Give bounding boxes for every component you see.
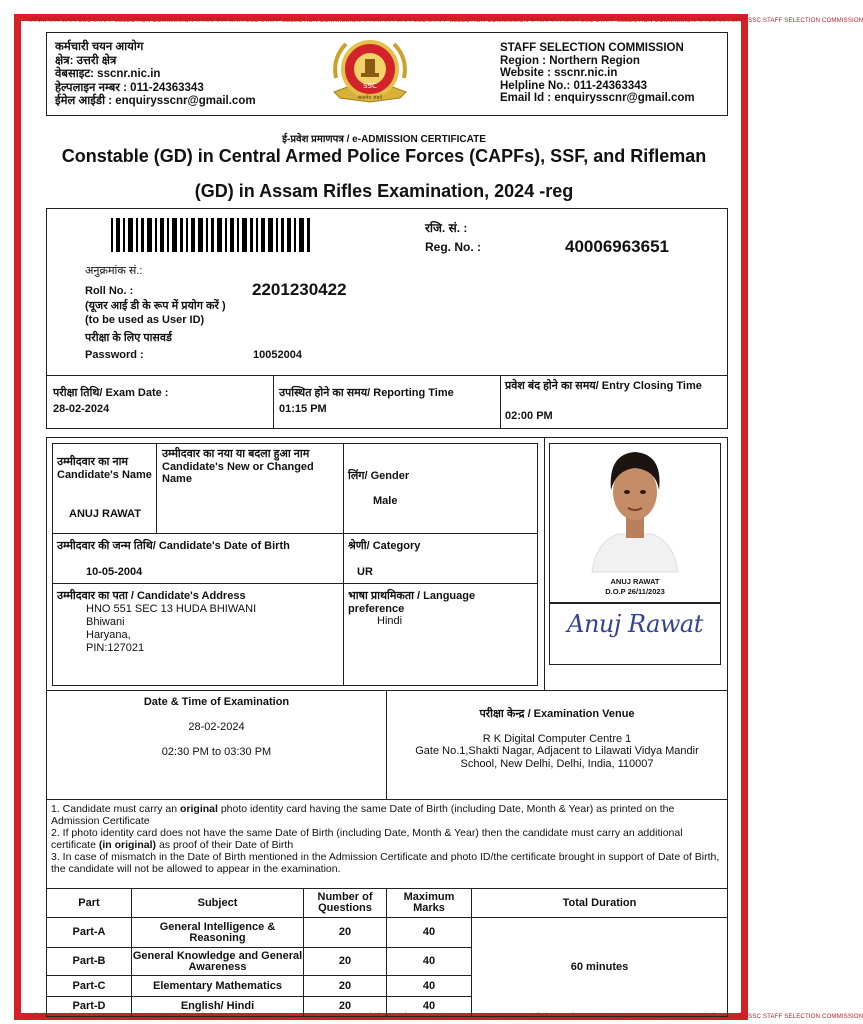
barcode xyxy=(111,218,349,252)
org-hindi-helpline: हेल्पलाइन नम्बर : 011-24363343 xyxy=(55,81,204,94)
org-email: Email Id : enquirysscnr@gmail.com xyxy=(500,92,695,104)
header-marks: Maximum Marks xyxy=(387,889,472,918)
header-part: Part xyxy=(47,889,132,918)
password-value: 10052004 xyxy=(253,349,302,361)
exam-date-label: परीक्षा तिथि/ Exam Date : xyxy=(53,387,169,399)
user-id-note-hindi: (यूजर आई डी के रूप में प्रयोग करें ) xyxy=(85,300,226,312)
exam-date-value: 28-02-2024 xyxy=(188,721,245,733)
emblem-text: SSC xyxy=(363,82,377,90)
password-label: Password : xyxy=(85,349,144,361)
instruction-item: 1. Candidate must carry an original photo identity card having the same Date of Birth (including Date, Month & Year) as printed on the Admission Certificate xyxy=(51,803,675,827)
new-name-label xyxy=(162,448,340,486)
entry-closing-label: प्रवेश बंद होने का समय/ Entry Closing Time xyxy=(505,380,702,392)
address-label: उम्मीदवार का पता / Candidate's Address xyxy=(57,590,246,602)
total-duration-cell: 60 minutes xyxy=(472,918,728,1017)
new-name-label-hindi: उम्मीदवार का नया या बदला हुआ नाम xyxy=(162,448,310,460)
instruction-item: 2. If photo identity card does not have the same Date of Birth (including Date, Month & Year) then the candidate must carry an additional certificate (in original) as proof of their Date of Birth xyxy=(51,827,683,851)
part-cell: Part-B xyxy=(47,948,132,976)
table-row xyxy=(47,918,728,948)
grid-divider xyxy=(52,533,538,534)
address-line: Haryana, xyxy=(86,629,131,641)
part-cell: Part-D xyxy=(47,997,132,1017)
photo-divider xyxy=(544,437,545,691)
marks-cell: 40 xyxy=(387,948,472,976)
photo-caption xyxy=(549,577,721,597)
exam-title-line1: Constable (GD) in Central Armed Police Forces (CAPFs), SSF, and Rifleman xyxy=(61,146,707,166)
org-hindi-email: ईमेल आईडी : enquirysscnr@gmail.com xyxy=(55,95,256,107)
header-english xyxy=(500,42,695,105)
reporting-time-value: 01:15 PM xyxy=(279,403,327,415)
dob-value: 10-05-2004 xyxy=(86,566,143,578)
roll-no-label-hindi: अनुक्रमांक सं.: xyxy=(85,265,143,277)
reg-no-label: Reg. No. : xyxy=(425,240,481,254)
roll-no-value: 2201230422 xyxy=(252,280,347,299)
security-edge-text-top: कर्मचारी चयन आयोग SSC STAFF SELECTION COMMISSION कर्मचारी चयन आयोग SSC STAFF SELECTION COMMISSION कर्मचारी चयन आयोग SSC STAFF SELECTION COMMISSION कर्मचारी चयन आयोग SSC STAFF SELECTION COMMISSION कर्मचारी चयन आयोग SSC STAFF SELECTION COMMISSION xyxy=(28,18,863,24)
org-name: STAFF SELECTION COMMISSION xyxy=(500,42,684,54)
gender-value: Male xyxy=(373,495,398,507)
venue-name: R K Digital Computer Centre 1 xyxy=(482,733,632,745)
grid-divider xyxy=(156,443,157,533)
part-cell: Part-C xyxy=(47,976,132,997)
certificate-type: ई-प्रवेश प्रमाणपत्र / e-ADMISSION CERTIFICATE xyxy=(282,134,486,145)
reporting-time-cell xyxy=(273,375,501,429)
address-value xyxy=(86,603,256,655)
roll-no-label: Roll No. : xyxy=(85,285,134,297)
marks-cell: 40 xyxy=(387,997,472,1017)
exam-venue-label: परीक्षा केन्द्र / Examination Venue xyxy=(479,708,635,720)
category-label: श्रेणी/ Category xyxy=(348,540,421,552)
candidate-signature: Anuj Rawat xyxy=(567,610,703,638)
grid-divider xyxy=(343,443,344,686)
candidate-name-label-english: Candidate's Name xyxy=(57,468,152,481)
subject-cell: General Intelligence & Reasoning xyxy=(132,918,304,948)
address-line: HNO 551 SEC 13 HUDA BHIWANI xyxy=(86,603,257,615)
questions-cell: 20 xyxy=(304,997,387,1017)
table-header-row xyxy=(47,889,728,918)
org-website: Website : sscnr.nic.in xyxy=(500,67,618,79)
reg-no-label-hindi: रजि. सं. : xyxy=(425,221,468,235)
exam-date-value: 28-02-2024 xyxy=(53,403,110,415)
exam-title-line2: (GD) in Assam Rifles Examination, 2024 -reg xyxy=(194,181,574,201)
ssc-emblem-logo xyxy=(330,36,410,104)
exam-datetime-label: Date & Time of Examination xyxy=(143,696,290,708)
emblem-motto: सत्यमेव जयते xyxy=(357,95,383,101)
address-line: PIN:127021 xyxy=(86,642,145,654)
security-edge-text-bottom: कर्मचारी चयन आयोग SSC STAFF SELECTION COMMISSION कर्मचारी चयन आयोग SSC STAFF SELECTION COMMISSION कर्मचारी चयन आयोग SSC STAFF SELECTION COMMISSION कर्मचारी चयन आयोग SSC STAFF SELECTION COMMISSION कर्मचारी चयन आयोग SSC STAFF SELECTION COMMISSION xyxy=(28,1014,863,1020)
dob-label: उम्मीदवार की जन्म तिथि/ Candidate's Date of Birth xyxy=(57,540,290,552)
header-questions: Number of Questions xyxy=(304,889,387,918)
part-cell: Part-A xyxy=(47,918,132,948)
questions-cell: 20 xyxy=(304,948,387,976)
instruction-item: 3. In case of mismatch in the Date of Birth mentioned in the Admission Certificate and photo ID/the certificate brought in support of Date of Birth, the candidate will not be allowed to appear in the examination. xyxy=(51,851,720,875)
venue-address-line: School, New Delhi, Delhi, India, 110007 xyxy=(460,758,654,770)
org-hindi-website: वेबसाइट: sscnr.nic.in xyxy=(55,68,161,80)
category-value: UR xyxy=(357,566,373,578)
header-hindi xyxy=(55,41,256,109)
exam-date-cell xyxy=(46,375,274,429)
org-hindi-region: क्षेत्र: उत्तरी क्षेत्र xyxy=(55,54,117,67)
header-duration: Total Duration xyxy=(472,889,728,918)
org-region: Region : Northern Region xyxy=(500,54,640,67)
venue-address-line: Gate No.1,Shakti Nagar, Adjacent to Lilawati Vidya Mandir xyxy=(415,745,699,757)
grid-divider xyxy=(52,583,538,584)
marks-cell: 40 xyxy=(387,918,472,948)
org-helpline: Helpline No.: 011-24363343 xyxy=(500,79,648,92)
candidate-name-label-hindi: उम्मीदवार का नाम xyxy=(57,456,128,468)
address-line: Bhiwani xyxy=(86,616,125,628)
user-id-note: (to be used as User ID) xyxy=(85,314,205,326)
candidate-name-value: ANUJ RAWAT xyxy=(69,508,141,520)
candidate-name-label xyxy=(57,456,152,481)
header-subject: Subject xyxy=(132,889,304,918)
new-name-label-english: Candidate's New or Changed Name xyxy=(162,460,314,485)
password-label-hindi: परीक्षा के लिए पासवर्ड xyxy=(85,332,172,344)
questions-cell: 20 xyxy=(304,976,387,997)
org-hindi-name: कर्मचारी चयन आयोग xyxy=(55,41,144,53)
photo-caption-name: ANUJ RAWAT xyxy=(610,577,660,586)
marks-table xyxy=(46,888,728,1017)
language-label: भाषा प्राथमिकता / Language preference xyxy=(348,590,476,615)
candidate-photo xyxy=(590,446,680,572)
entry-closing-value: 02:00 PM xyxy=(505,410,553,422)
exam-time-value: 02:30 PM to 03:30 PM xyxy=(161,746,272,758)
marks-cell: 40 xyxy=(387,976,472,997)
gender-label: लिंग/ Gender xyxy=(348,470,410,482)
language-value: Hindi xyxy=(377,615,403,627)
instructions xyxy=(51,803,723,875)
questions-cell: 20 xyxy=(304,918,387,948)
reporting-time-label: उपस्थित होने का समय/ Reporting Time xyxy=(279,387,454,399)
photo-caption-dop: D.O.P 26/11/2023 xyxy=(605,587,665,596)
reg-no-value: 40006963651 xyxy=(565,237,670,256)
subject-cell: General Knowledge and General Awareness xyxy=(132,948,304,976)
subject-cell: Elementary Mathematics xyxy=(132,976,304,997)
subject-cell: English/ Hindi xyxy=(132,997,304,1017)
